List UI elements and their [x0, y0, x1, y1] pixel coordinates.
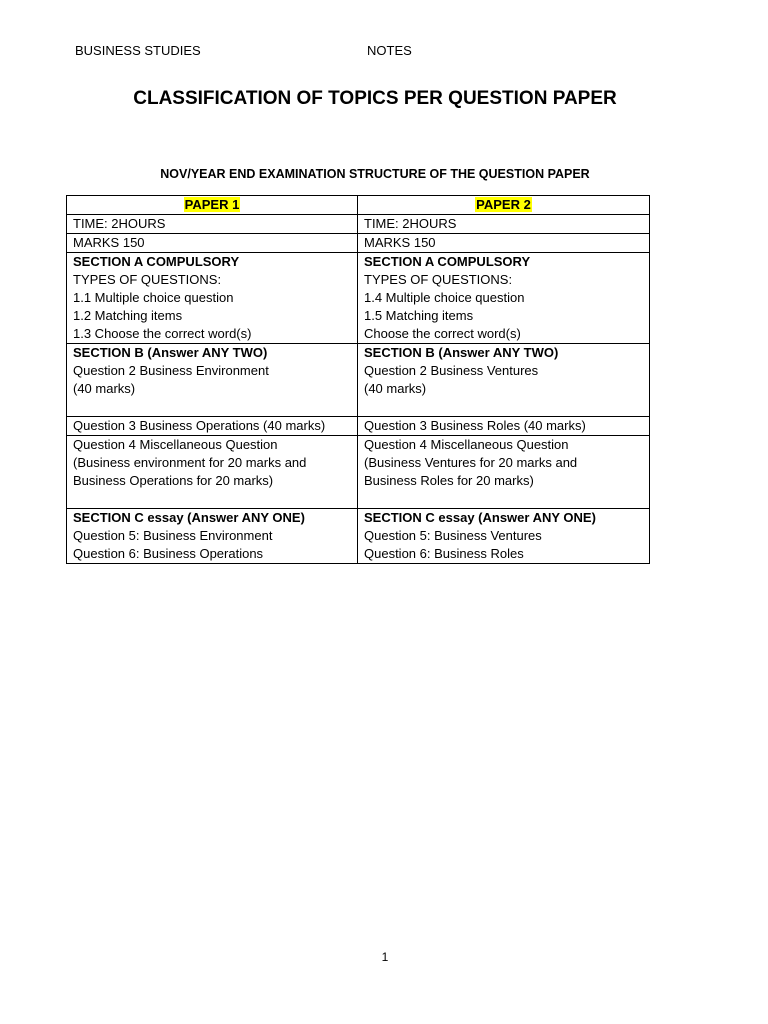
question-4-line: Question 4 Miscellaneous Question — [364, 437, 569, 452]
section-a-item: 1.2 Matching items — [73, 308, 183, 323]
question-4-line: Business Roles for 20 marks) — [364, 473, 534, 488]
section-c-heading: SECTION C essay (Answer ANY ONE) — [73, 510, 305, 525]
column-header-paper-2 — [358, 196, 650, 215]
page-subtitle: NOV/YEAR END EXAMINATION STRUCTURE OF THE QUESTION PAPER — [160, 167, 590, 181]
question-2-text: Question 2 Business Environment — [73, 363, 269, 378]
header-notes: NOTES — [367, 43, 412, 58]
question-2-text: Question 2 Business Ventures — [364, 363, 539, 378]
question-2-marks: (40 marks) — [364, 381, 427, 396]
table-row-question-4 — [67, 436, 650, 509]
question-2-marks: (40 marks) — [73, 381, 136, 396]
page-number: 1 — [381, 950, 389, 964]
question-types-label: TYPES OF QUESTIONS: — [73, 272, 222, 287]
section-a-heading: SECTION A COMPULSORY — [364, 254, 531, 269]
table-row-section-b — [67, 344, 650, 417]
section-a-item: Choose the correct word(s) — [364, 326, 521, 341]
question-4-line: Business Operations for 20 marks) — [73, 473, 274, 488]
paper-2-question-3: Question 3 Business Roles (40 marks) — [358, 417, 650, 436]
paper-2-section-c — [358, 509, 650, 564]
paper-1-section-a — [67, 253, 358, 344]
table-row-time — [67, 215, 650, 234]
page-title: CLASSIFICATION OF TOPICS PER QUESTION PAPER — [133, 88, 617, 109]
table-row-section-a — [67, 253, 650, 344]
paper-1-section-b — [67, 344, 358, 417]
paper-2-section-b — [358, 344, 650, 417]
table-row-section-c — [67, 509, 650, 564]
paper-2-time: TIME: 2HOURS — [358, 215, 650, 234]
paper-2-question-4 — [358, 436, 650, 509]
section-a-item: 1.3 Choose the correct word(s) — [73, 326, 252, 341]
question-4-line: (Business Ventures for 20 marks and — [364, 455, 578, 470]
question-4-line: Question 4 Miscellaneous Question — [73, 437, 278, 452]
question-4-line: (Business environment for 20 marks and — [73, 455, 307, 470]
table-row-marks — [67, 234, 650, 253]
paper-2-marks: MARKS 150 — [358, 234, 650, 253]
section-c-question: Question 5: Business Environment — [73, 528, 273, 543]
table-header-row — [67, 196, 650, 215]
paper-1-section-c — [67, 509, 358, 564]
column-header-paper-1 — [67, 196, 358, 215]
paper-1-question-3: Question 3 Business Operations (40 marks) — [67, 417, 358, 436]
header-subject: BUSINESS STUDIES — [75, 43, 201, 58]
paper-1-marks: MARKS 150 — [67, 234, 358, 253]
paper-1-time: TIME: 2HOURS — [67, 215, 358, 234]
section-a-item: 1.1 Multiple choice question — [73, 290, 234, 305]
section-b-heading: SECTION B (Answer ANY TWO) — [73, 345, 268, 360]
section-b-heading: SECTION B (Answer ANY TWO) — [364, 345, 559, 360]
question-types-label: TYPES OF QUESTIONS: — [364, 272, 513, 287]
table-row-question-3 — [67, 417, 650, 436]
section-c-question: Question 6: Business Operations — [73, 546, 264, 561]
paper-2-label: PAPER 2 — [476, 197, 531, 212]
section-c-question: Question 6: Business Roles — [364, 546, 524, 561]
exam-structure-table — [66, 195, 650, 564]
section-a-item: 1.4 Multiple choice question — [364, 290, 525, 305]
paper-2-section-a — [358, 253, 650, 344]
section-a-item: 1.5 Matching items — [364, 308, 474, 323]
paper-1-question-4 — [67, 436, 358, 509]
section-c-question: Question 5: Business Ventures — [364, 528, 542, 543]
section-a-heading: SECTION A COMPULSORY — [73, 254, 240, 269]
paper-1-label: PAPER 1 — [184, 197, 240, 212]
section-c-heading: SECTION C essay (Answer ANY ONE) — [364, 510, 596, 525]
